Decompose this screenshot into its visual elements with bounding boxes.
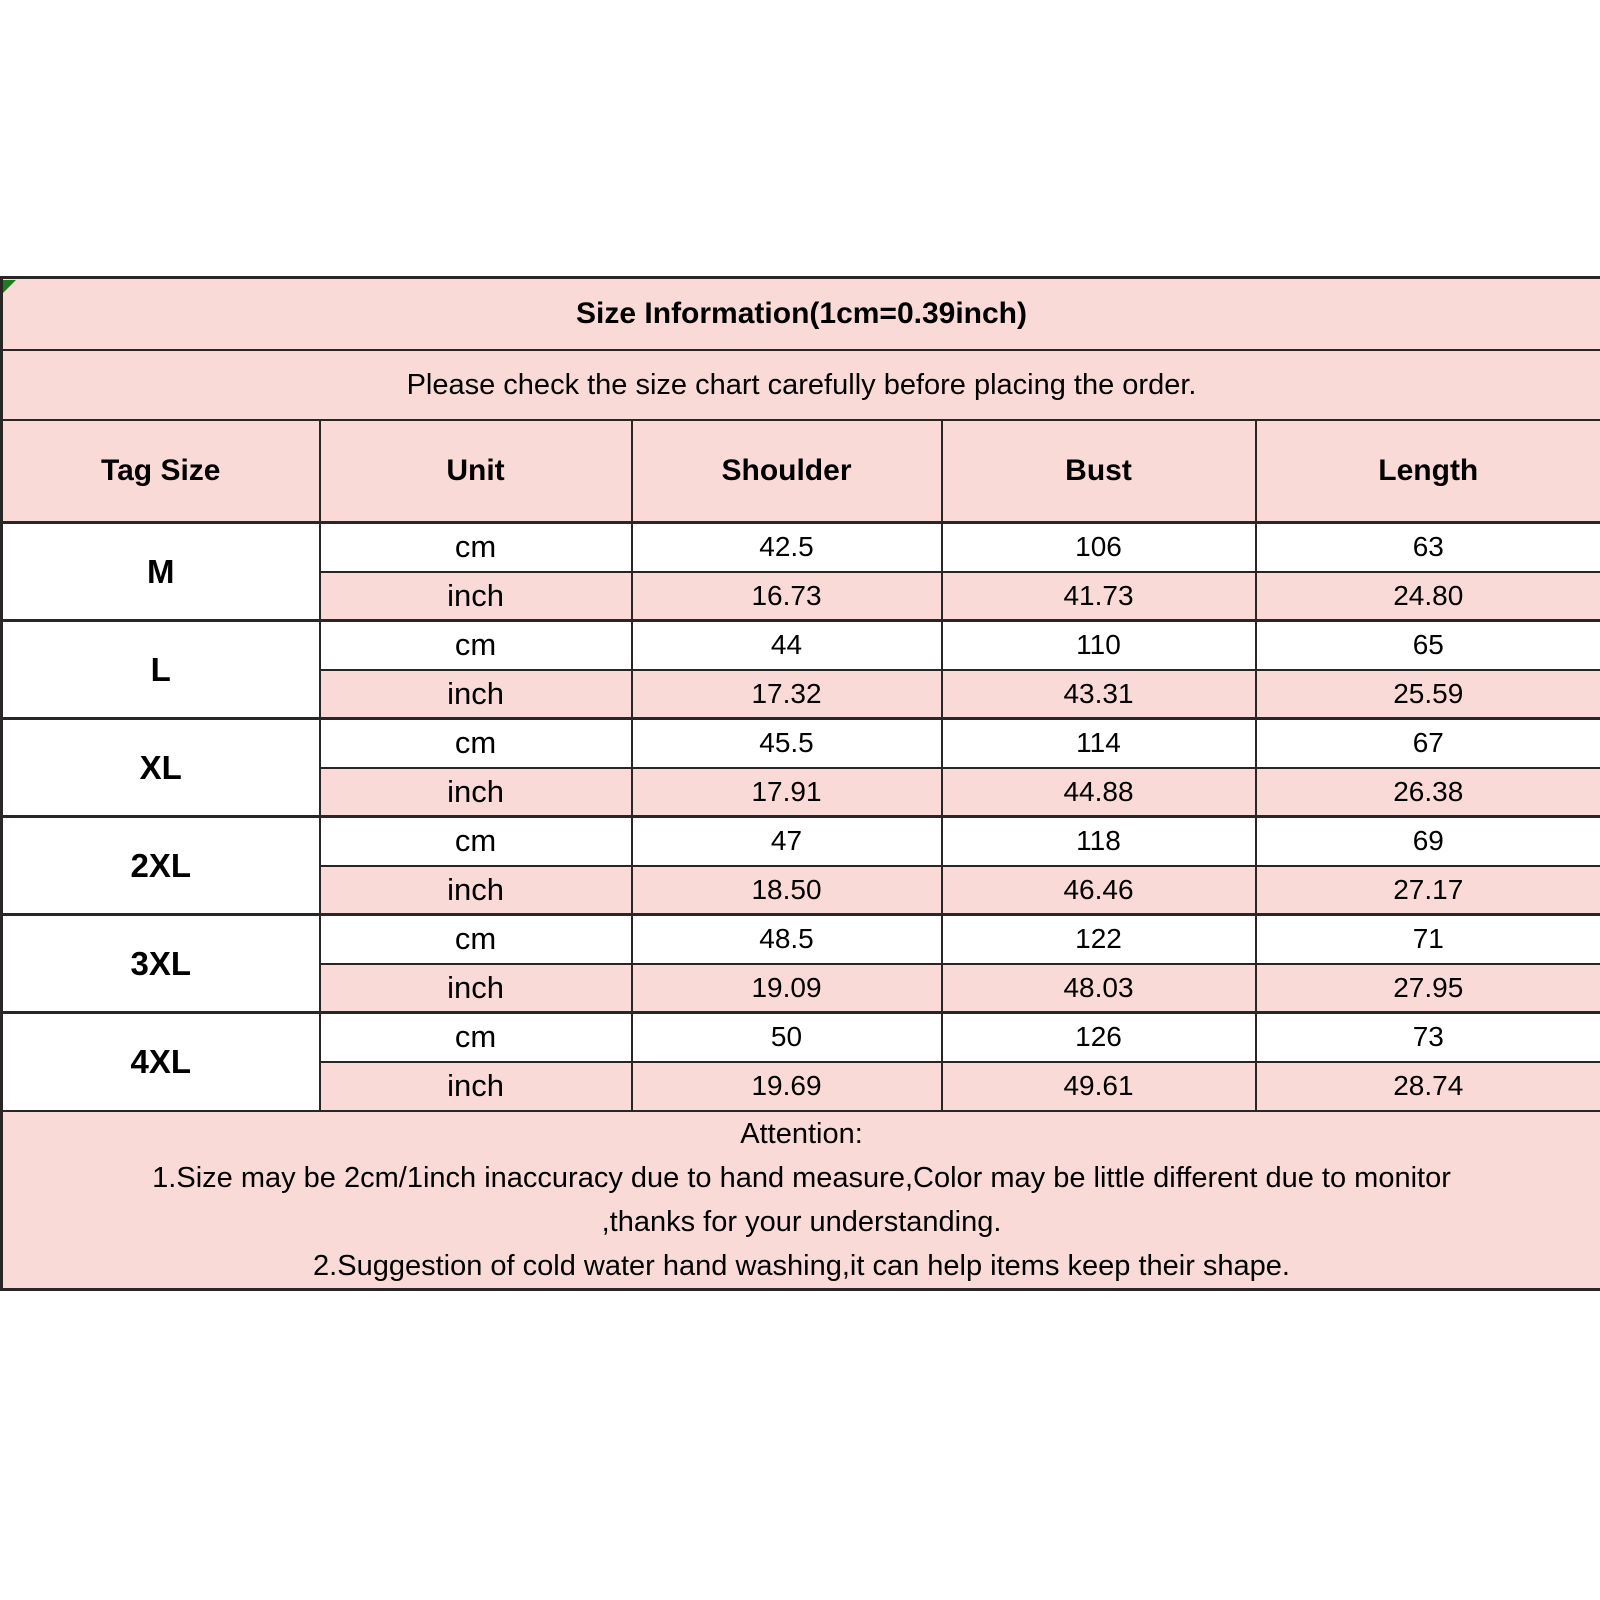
value-3XL-cm-length: 71	[1256, 915, 1600, 964]
value-2XL-cm-shoulder: 47	[632, 817, 942, 866]
attention-section	[2, 1111, 1600, 1290]
value-L-cm-shoulder: 44	[632, 621, 942, 670]
size-row-M-cm	[2, 523, 1600, 572]
value-L-inch-length: 25.59	[1256, 670, 1600, 719]
size-row-XL-cm	[2, 719, 1600, 768]
size-row-3XL-cm	[2, 915, 1600, 964]
tag-size-label-M: M	[2, 523, 320, 621]
unit-label-4XL-cm: cm	[320, 1013, 632, 1062]
title-row	[2, 278, 1600, 351]
attention-heading: Attention:	[740, 1117, 863, 1150]
value-M-inch-length: 24.80	[1256, 572, 1600, 621]
value-4XL-cm-length: 73	[1256, 1013, 1600, 1062]
unit-label-2XL-inch: inch	[320, 866, 632, 915]
value-4XL-inch-shoulder: 19.69	[632, 1062, 942, 1111]
header-row	[2, 420, 1600, 523]
value-2XL-cm-bust: 118	[942, 817, 1256, 866]
subtitle-row	[2, 350, 1600, 420]
unit-label-3XL-cm: cm	[320, 915, 632, 964]
unit-label-L-cm: cm	[320, 621, 632, 670]
attention-row	[2, 1111, 1600, 1290]
attention-line-2: ,thanks for your understanding.	[601, 1205, 1002, 1238]
table-subtitle: Please check the size chart carefully before placing the order.	[2, 350, 1600, 420]
tag-size-label-4XL: 4XL	[2, 1013, 320, 1111]
value-4XL-inch-bust: 49.61	[942, 1062, 1256, 1111]
value-3XL-inch-shoulder: 19.09	[632, 964, 942, 1013]
value-XL-cm-shoulder: 45.5	[632, 719, 942, 768]
size-row-L-cm	[2, 621, 1600, 670]
column-header-bust: Bust	[942, 420, 1256, 523]
size-chart-table	[0, 276, 1600, 1291]
unit-label-2XL-cm: cm	[320, 817, 632, 866]
value-XL-inch-shoulder: 17.91	[632, 768, 942, 817]
tag-size-label-L: L	[2, 621, 320, 719]
value-3XL-cm-bust: 122	[942, 915, 1256, 964]
unit-label-XL-inch: inch	[320, 768, 632, 817]
value-3XL-inch-bust: 48.03	[942, 964, 1256, 1013]
size-row-2XL-cm	[2, 817, 1600, 866]
unit-label-XL-cm: cm	[320, 719, 632, 768]
tag-size-label-XL: XL	[2, 719, 320, 817]
value-L-inch-shoulder: 17.32	[632, 670, 942, 719]
unit-label-M-cm: cm	[320, 523, 632, 572]
green-corner-mark	[3, 280, 16, 293]
tag-size-label-2XL: 2XL	[2, 817, 320, 915]
value-L-cm-length: 65	[1256, 621, 1600, 670]
tag-size-label-3XL: 3XL	[2, 915, 320, 1013]
table-title: Size Information(1cm=0.39inch)	[2, 278, 1600, 351]
attention-line-1: 1.Size may be 2cm/1inch inaccuracy due to hand measure,Color may be little different due to monitor	[152, 1161, 1451, 1194]
value-2XL-inch-shoulder: 18.50	[632, 866, 942, 915]
value-L-cm-bust: 110	[942, 621, 1256, 670]
value-4XL-cm-shoulder: 50	[632, 1013, 942, 1062]
column-header-unit: Unit	[320, 420, 632, 523]
value-3XL-cm-shoulder: 48.5	[632, 915, 942, 964]
value-XL-cm-bust: 114	[942, 719, 1256, 768]
size-table-body	[2, 278, 1600, 1290]
unit-label-M-inch: inch	[320, 572, 632, 621]
value-2XL-inch-length: 27.17	[1256, 866, 1600, 915]
unit-label-3XL-inch: inch	[320, 964, 632, 1013]
value-3XL-inch-length: 27.95	[1256, 964, 1600, 1013]
value-XL-cm-length: 67	[1256, 719, 1600, 768]
value-M-inch-bust: 41.73	[942, 572, 1256, 621]
size-chart-sheet	[0, 276, 1600, 1291]
value-4XL-cm-bust: 126	[942, 1013, 1256, 1062]
value-4XL-inch-length: 28.74	[1256, 1062, 1600, 1111]
unit-label-L-inch: inch	[320, 670, 632, 719]
value-XL-inch-length: 26.38	[1256, 768, 1600, 817]
value-2XL-inch-bust: 46.46	[942, 866, 1256, 915]
value-L-inch-bust: 43.31	[942, 670, 1256, 719]
value-M-inch-shoulder: 16.73	[632, 572, 942, 621]
value-M-cm-length: 63	[1256, 523, 1600, 572]
value-M-cm-shoulder: 42.5	[632, 523, 942, 572]
column-header-length: Length	[1256, 420, 1600, 523]
attention-line-3: 2.Suggestion of cold water hand washing,it can help items keep their shape.	[313, 1249, 1290, 1282]
value-2XL-cm-length: 69	[1256, 817, 1600, 866]
column-header-shoulder: Shoulder	[632, 420, 942, 523]
value-XL-inch-bust: 44.88	[942, 768, 1256, 817]
value-M-cm-bust: 106	[942, 523, 1256, 572]
size-row-4XL-cm	[2, 1013, 1600, 1062]
column-header-tag-size: Tag Size	[2, 420, 320, 523]
unit-label-4XL-inch: inch	[320, 1062, 632, 1111]
